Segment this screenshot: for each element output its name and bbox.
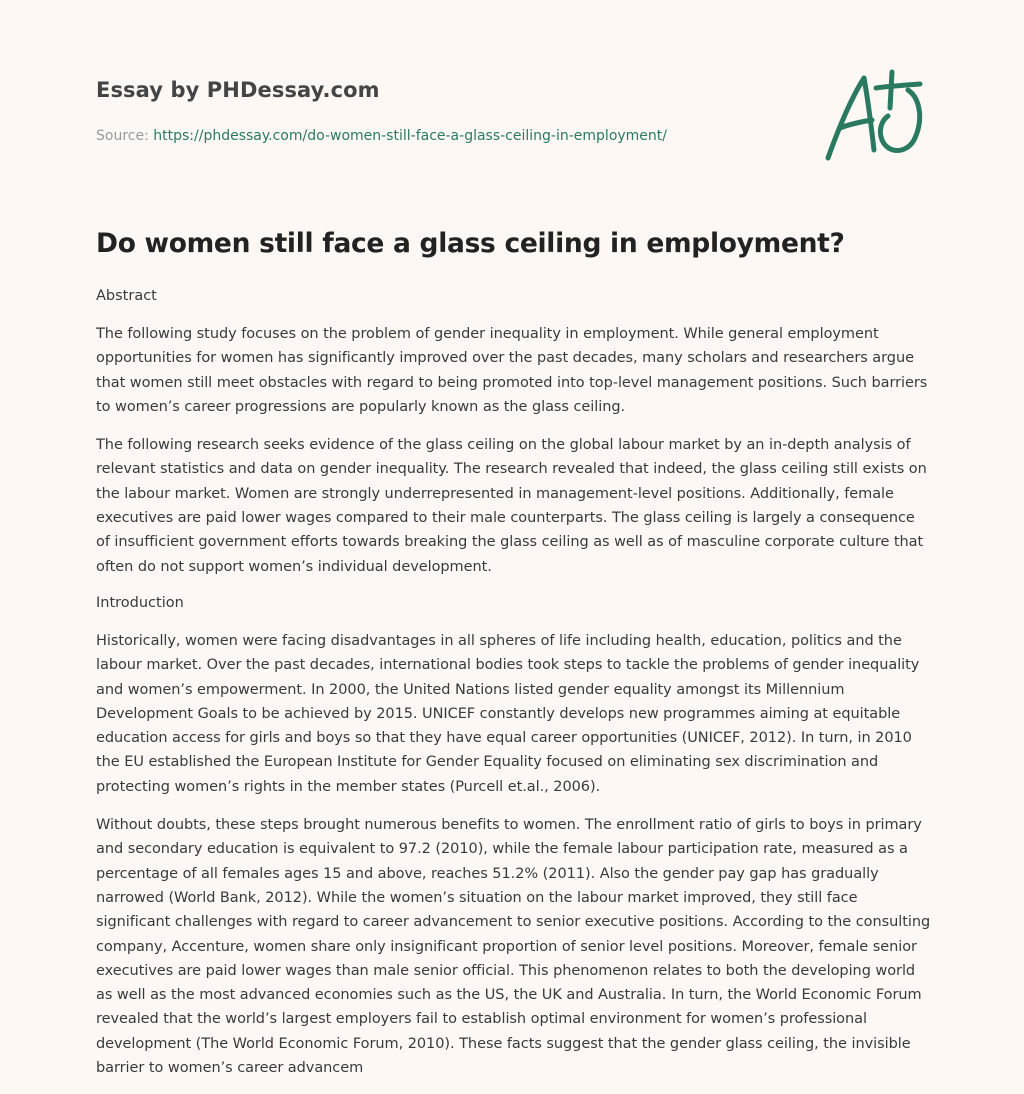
section-heading-abstract: Abstract — [96, 288, 157, 304]
paragraph: Historically, women were facing disadvantages in all spheres of life including health, education, politics and the labour market. Over the past decades, international bodies took steps to tackle the problems of gender inequality and women’s empowerment. In 2000, the United Nations listed gender equality amongst its Millennium Development Goals to be achieved by 2015. UNICEF constantly develops new programmes aiming at equitable education access for girls and boys so that they have equal career opportunities (UNICEF, 2012). In turn, in 2010 the EU established the European Institute for Gender Equality focused on eliminating sex discrimination and protecting women’s rights in the member states (Purcell et.al., 2006). — [96, 632, 920, 795]
paragraph: Without doubts, these steps brought numerous benefits to women. The enrollment ratio of girls to boys in primary and secondary education is equivalent to 97.2 (2010), while the female labour participation rate, measured as a percentage of all females ages 15 and above, reaches 51.2% (2011). Also the gender pay gap has gradually narrowed (World Bank, 2012). While the women’s situation on the labour market improved, they still face significant challenges with regard to career advancement to senior executive positions. According to the consulting company, Accenture, women share only insignificant proportion of senior level positions. Moreover, female senior executives are paid lower wages than male senior official. This phenomenon relates to both the developing world as well as the most advanced economies such as the US, the UK and Australia. In turn, the World Economic Forum revealed that the world’s largest employers fail to establish optimal environment for women’s professional development (The World Economic Forum, 2010). These facts suggest that the gender glass ceiling, the invisible barrier to women’s career advancem — [96, 817, 931, 1077]
a-plus-logo — [820, 68, 928, 164]
source-link[interactable]: https://phdessay.com/do-women-still-face-a-glass-ceiling-in-employment/ — [153, 128, 667, 144]
section-heading-introduction: Introduction — [96, 594, 184, 611]
abstract-section — [96, 286, 932, 579]
essay-header — [96, 74, 796, 146]
site-title: Essay by PHDessay.com — [96, 78, 380, 102]
paragraph: The following research seeks evidence of the glass ceiling on the global labour market by an in-depth analysis of relevant statistics and data on gender inequality. The research revealed that indeed, the glass ceiling still exists on the labour market. Women are strongly underrepresented in management-level positions. Additionally, female executives are paid lower wages compared to their male counterparts. The glass ceiling is largely a consequence of insufficient government efforts towards breaking the glass ceiling as well as of masculine corporate culture that often do not support women’s individual development. — [96, 437, 927, 575]
source-label: Source: — [96, 128, 149, 144]
source-line — [96, 126, 796, 146]
essay-article — [96, 222, 932, 1094]
paragraph: The following study focuses on the problem of gender inequality in employment. While general employment opportunities for women has significantly improved over the past decades, many scholars and researchers argue that women still meet obstacles with regard to being promoted into top-level management positions. Such barriers to women’s career progressions are popularly known as the glass ceiling. — [96, 326, 928, 415]
introduction-section — [96, 593, 932, 1080]
essay-title: Do women still face a glass ceiling in employment? — [96, 228, 845, 259]
